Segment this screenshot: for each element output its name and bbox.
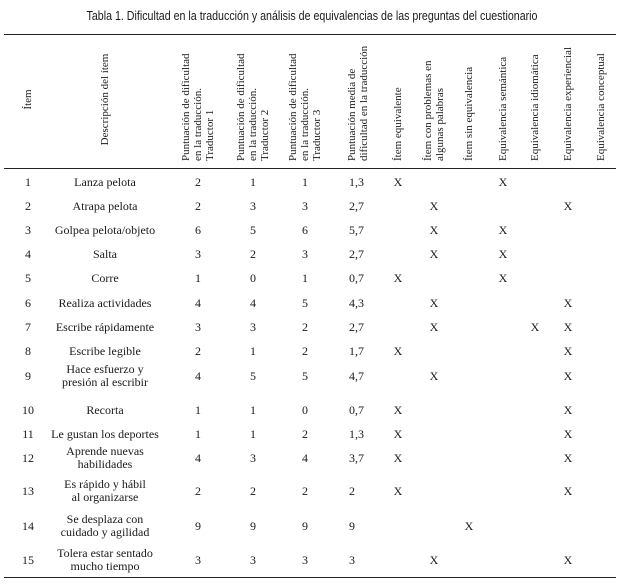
item-number: 8 bbox=[25, 343, 31, 358]
item-description-line: Le gustan los deportes bbox=[51, 426, 159, 441]
column-header bbox=[180, 38, 216, 161]
item-number: 7 bbox=[25, 319, 31, 334]
score-translator-1: 2 bbox=[195, 483, 201, 498]
score-translator-2: 3 bbox=[250, 552, 256, 567]
item-number: 1 bbox=[25, 174, 31, 189]
x-mark: X bbox=[563, 483, 573, 498]
item-description bbox=[35, 478, 175, 504]
x-mark: X bbox=[530, 319, 540, 334]
score-translator-2: 1 bbox=[250, 343, 256, 358]
column-header bbox=[99, 38, 111, 161]
column-header bbox=[22, 38, 34, 161]
score-translator-2: 1 bbox=[250, 426, 256, 441]
bottom-rule bbox=[4, 577, 616, 578]
column-header-line: Equivalencia experiencial bbox=[562, 47, 574, 161]
column-header-line: Descripción del ítem bbox=[99, 53, 111, 146]
score-mean: 3,7 bbox=[349, 450, 364, 465]
item-number: 2 bbox=[25, 198, 31, 213]
score-translator-1: 2 bbox=[195, 174, 201, 189]
column-header-line: Puntuación de dificultad bbox=[180, 53, 192, 161]
item-description-line: Lanza pelota bbox=[74, 174, 136, 189]
x-mark: X bbox=[563, 295, 573, 310]
column-header-line: Ítem con problemas en bbox=[422, 60, 434, 161]
item-description-line: Hace esfuerzo y bbox=[66, 362, 144, 376]
column-header-line: Traductor 1 bbox=[204, 109, 216, 161]
item-description-line: Recorta bbox=[86, 402, 124, 417]
item-description bbox=[35, 428, 175, 441]
x-mark: X bbox=[498, 222, 508, 237]
item-description-line: Salta bbox=[93, 246, 117, 261]
item-number: 12 bbox=[22, 450, 34, 465]
score-translator-1: 3 bbox=[195, 319, 201, 334]
column-header-line: dificultad en la traducción bbox=[358, 45, 370, 161]
column-header-line: Puntuación de dificultad bbox=[287, 53, 299, 161]
x-mark: X bbox=[498, 174, 508, 189]
score-translator-2: 9 bbox=[250, 518, 256, 533]
x-mark: X bbox=[393, 450, 403, 465]
item-number: 15 bbox=[22, 552, 34, 567]
item-number: 10 bbox=[22, 402, 34, 417]
score-translator-2: 4 bbox=[250, 295, 256, 310]
x-mark: X bbox=[563, 552, 573, 567]
item-number: 6 bbox=[25, 295, 31, 310]
item-description-line: Escribe legible bbox=[69, 343, 141, 358]
score-translator-1: 2 bbox=[195, 198, 201, 213]
column-header-line: Ítem bbox=[22, 89, 34, 110]
score-mean: 1,3 bbox=[349, 426, 364, 441]
item-number: 5 bbox=[25, 270, 31, 285]
column-header-line: en la traducción. bbox=[247, 88, 259, 161]
score-mean: 5,7 bbox=[349, 222, 364, 237]
score-translator-3: 0 bbox=[302, 402, 308, 417]
item-number: 14 bbox=[22, 518, 34, 533]
item-description bbox=[35, 547, 175, 573]
column-header bbox=[463, 38, 475, 161]
top-rule bbox=[4, 34, 616, 35]
score-mean: 2,7 bbox=[349, 198, 364, 213]
column-header-line: Puntuación media de bbox=[346, 68, 358, 161]
column-header-line: en la traducción. bbox=[299, 88, 311, 161]
score-translator-3: 2 bbox=[302, 483, 308, 498]
column-header bbox=[562, 38, 574, 161]
score-translator-1: 2 bbox=[195, 343, 201, 358]
item-description-line: al organizarse bbox=[71, 490, 139, 504]
x-mark: X bbox=[429, 222, 439, 237]
score-translator-1: 3 bbox=[195, 552, 201, 567]
x-mark: X bbox=[393, 402, 403, 417]
score-translator-2: 2 bbox=[250, 483, 256, 498]
column-header bbox=[529, 38, 541, 161]
score-mean: 0,7 bbox=[349, 270, 364, 285]
item-description bbox=[35, 248, 175, 261]
score-mean: 2 bbox=[349, 483, 355, 498]
item-description-line: presión al escribir bbox=[62, 375, 148, 389]
item-description bbox=[35, 176, 175, 189]
score-translator-3: 6 bbox=[302, 222, 308, 237]
score-translator-1: 1 bbox=[195, 402, 201, 417]
x-mark: X bbox=[464, 518, 474, 533]
score-translator-1: 3 bbox=[195, 246, 201, 261]
x-mark: X bbox=[429, 295, 439, 310]
column-header-line: algunas palabras bbox=[434, 88, 446, 161]
x-mark: X bbox=[393, 426, 403, 441]
item-description bbox=[35, 297, 175, 310]
item-description-line: Golpea pelota/objeto bbox=[54, 222, 156, 237]
item-description bbox=[35, 404, 175, 417]
column-header-line: Equivalencia idiomática bbox=[529, 54, 541, 161]
score-translator-2: 3 bbox=[250, 198, 256, 213]
column-header-line: Ítem sin equivalencia bbox=[463, 66, 475, 161]
item-description bbox=[35, 513, 175, 539]
score-translator-3: 5 bbox=[302, 368, 308, 383]
score-translator-3: 3 bbox=[302, 198, 308, 213]
column-header-line: Equivalencia conceptual bbox=[595, 53, 607, 161]
item-description-line: Aprende nuevas bbox=[66, 444, 144, 458]
item-description-line: Es rápido y hábil bbox=[64, 477, 146, 491]
item-description-line: cuidado y agilidad bbox=[60, 525, 150, 539]
table-title: Tabla 1. Dificultad en la traducción y análisis de equivalencias de las preguntas del cuestionario bbox=[86, 8, 538, 23]
score-translator-3: 2 bbox=[302, 426, 308, 441]
score-translator-3: 5 bbox=[302, 295, 308, 310]
item-description-line: habilidades bbox=[77, 457, 133, 471]
item-number: 13 bbox=[22, 483, 34, 498]
score-mean: 2,7 bbox=[349, 319, 364, 334]
x-mark: X bbox=[563, 450, 573, 465]
column-header-line: Ítem equivalente bbox=[392, 87, 404, 161]
item-description-line: Escribe rápidamente bbox=[55, 319, 155, 334]
score-translator-1: 4 bbox=[195, 450, 201, 465]
score-translator-3: 4 bbox=[302, 450, 308, 465]
item-description bbox=[35, 363, 175, 389]
score-translator-2: 5 bbox=[250, 368, 256, 383]
score-translator-2: 3 bbox=[250, 319, 256, 334]
column-header-line: Equivalencia semántica bbox=[497, 56, 509, 161]
x-mark: X bbox=[393, 174, 403, 189]
column-header bbox=[287, 38, 323, 161]
column-header-line: en la traducción. bbox=[192, 88, 204, 161]
score-mean: 3 bbox=[349, 552, 355, 567]
x-mark: X bbox=[563, 198, 573, 213]
score-translator-2: 3 bbox=[250, 450, 256, 465]
score-translator-3: 1 bbox=[302, 270, 308, 285]
column-header bbox=[346, 38, 370, 161]
column-header bbox=[235, 38, 271, 161]
score-translator-2: 5 bbox=[250, 222, 256, 237]
header-rule bbox=[4, 168, 616, 169]
score-translator-3: 9 bbox=[302, 518, 308, 533]
score-translator-3: 1 bbox=[302, 174, 308, 189]
item-number: 11 bbox=[22, 426, 34, 441]
column-header bbox=[422, 38, 446, 161]
item-description-line: Corre bbox=[91, 270, 119, 285]
x-mark: X bbox=[429, 246, 439, 261]
score-translator-1: 4 bbox=[195, 368, 201, 383]
score-translator-2: 1 bbox=[250, 402, 256, 417]
x-mark: X bbox=[429, 319, 439, 334]
item-description-line: Tolera estar sentado bbox=[57, 546, 153, 560]
x-mark: X bbox=[393, 270, 403, 285]
item-description bbox=[35, 200, 175, 213]
score-mean: 1,7 bbox=[349, 343, 364, 358]
item-description bbox=[35, 321, 175, 334]
score-mean: 4,7 bbox=[349, 368, 364, 383]
item-description bbox=[35, 272, 175, 285]
column-header-line: Traductor 2 bbox=[259, 109, 271, 161]
score-translator-3: 3 bbox=[302, 246, 308, 261]
x-mark: X bbox=[563, 402, 573, 417]
score-translator-2: 2 bbox=[250, 246, 256, 261]
x-mark: X bbox=[563, 343, 573, 358]
item-description-line: Se desplaza con bbox=[66, 512, 144, 526]
score-mean: 9 bbox=[349, 518, 355, 533]
score-mean: 4,3 bbox=[349, 295, 364, 310]
item-description-line: Atrapa pelota bbox=[72, 198, 138, 213]
x-mark: X bbox=[429, 198, 439, 213]
score-translator-2: 0 bbox=[250, 270, 256, 285]
column-header-line: Traductor 3 bbox=[311, 109, 323, 161]
item-description-line: Realiza actividades bbox=[58, 295, 152, 310]
column-header bbox=[595, 38, 607, 161]
x-mark: X bbox=[429, 368, 439, 383]
score-translator-1: 6 bbox=[195, 222, 201, 237]
item-description bbox=[35, 345, 175, 358]
column-header bbox=[497, 38, 509, 161]
item-description-line: mucho tiempo bbox=[70, 559, 140, 573]
item-number: 3 bbox=[25, 222, 31, 237]
item-number: 9 bbox=[25, 368, 31, 383]
x-mark: X bbox=[429, 552, 439, 567]
x-mark: X bbox=[393, 483, 403, 498]
score-translator-1: 1 bbox=[195, 270, 201, 285]
score-translator-1: 4 bbox=[195, 295, 201, 310]
x-mark: X bbox=[498, 270, 508, 285]
score-translator-1: 1 bbox=[195, 426, 201, 441]
score-mean: 1,3 bbox=[349, 174, 364, 189]
x-mark: X bbox=[563, 319, 573, 334]
score-translator-3: 3 bbox=[302, 552, 308, 567]
x-mark: X bbox=[393, 343, 403, 358]
score-translator-2: 1 bbox=[250, 174, 256, 189]
column-header-line: Puntuación de dificultad bbox=[235, 53, 247, 161]
item-description bbox=[35, 224, 175, 237]
x-mark: X bbox=[563, 426, 573, 441]
column-header bbox=[392, 38, 404, 161]
x-mark: X bbox=[563, 368, 573, 383]
score-mean: 0,7 bbox=[349, 402, 364, 417]
x-mark: X bbox=[498, 246, 508, 261]
score-translator-3: 2 bbox=[302, 319, 308, 334]
score-mean: 2,7 bbox=[349, 246, 364, 261]
item-description bbox=[35, 445, 175, 471]
score-translator-1: 9 bbox=[195, 518, 201, 533]
item-number: 4 bbox=[25, 246, 31, 261]
score-translator-3: 2 bbox=[302, 343, 308, 358]
